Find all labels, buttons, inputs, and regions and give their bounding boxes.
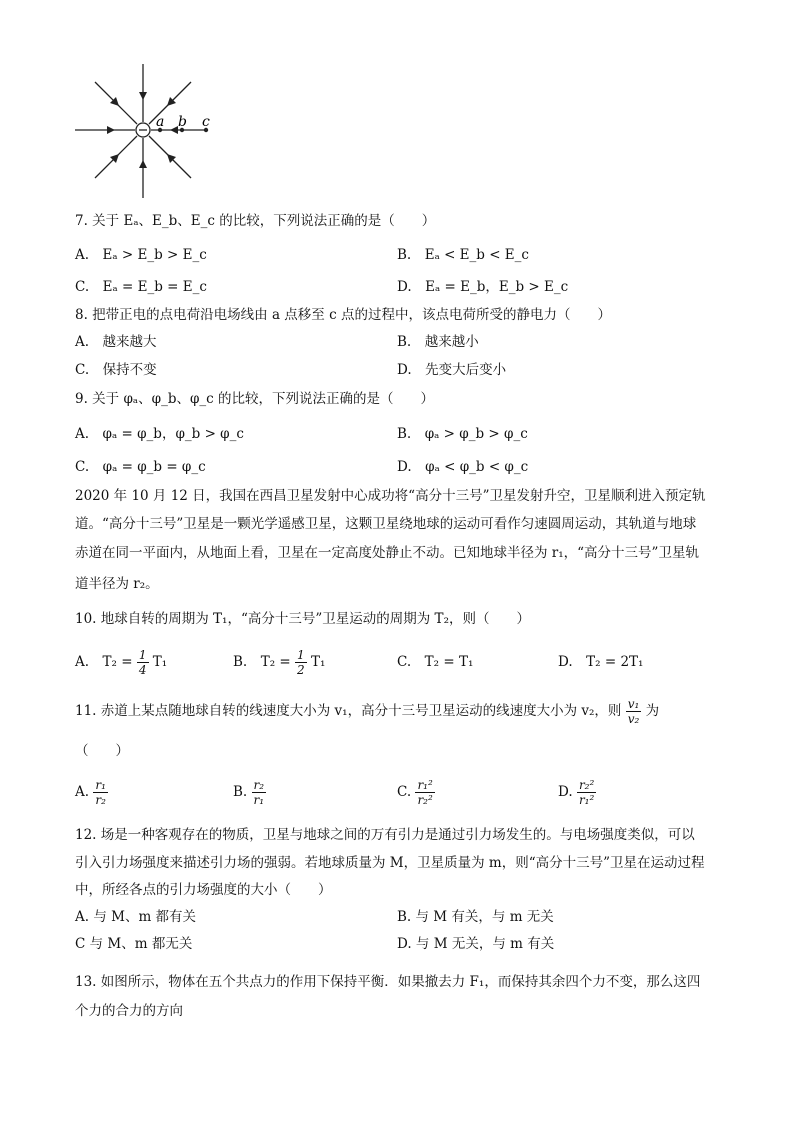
q7-option-a: A. Eₐ > E_b > E_c xyxy=(75,247,207,263)
q7-option-c: C. Eₐ = E_b = E_c xyxy=(75,279,207,295)
q11-stem-post: 为 xyxy=(645,703,660,719)
q10-a-post: T₁ xyxy=(152,654,168,670)
q11-d-num: r₂² xyxy=(578,778,595,792)
arrow-right xyxy=(170,126,178,134)
q11-a-pre: A. xyxy=(75,784,90,800)
q11-a-num: r₁ xyxy=(95,778,106,792)
label-c: c xyxy=(202,114,210,130)
q9-stem: 9. 关于 φₐ、φ_b、φ_c 的比较，下列说法正确的是（ ） xyxy=(75,391,435,407)
q11-stem-den: v₂ xyxy=(627,712,640,726)
q12-line-2: 引入引力场强度来描述引力场的强弱。若地球质量为 M，卫星质量为 m，则“高分十三号”卫星在运动过程 xyxy=(75,855,705,871)
q8-stem: 8. 把带正电的点电荷沿电场线由 a 点移至 c 点的过程中，该点电荷所受的静电力（ ） xyxy=(75,307,611,323)
passage-line-2: 道。“高分十三号”卫星是一颗光学遥感卫星，这颗卫星绕地球的运动可看作匀速圆周运动，其轨道与地球 xyxy=(75,516,697,532)
q12-option-c: C 与 M、m 都无关 xyxy=(75,936,193,952)
q9-option-a: A. φₐ = φ_b，φ_b > φ_c xyxy=(75,426,244,442)
passage-line-4: 道半径为 r₂。 xyxy=(75,576,159,592)
q13-line-1: 13. 如图所示，物体在五个共点力的作用下保持平衡．如果撤去力 F₁，而保持其余四个力不变，那么这四 xyxy=(75,974,701,990)
q11-option-c xyxy=(397,778,435,807)
q11-c-fraction xyxy=(415,778,434,807)
passage-line-1: 2020 年 10 月 12 日，我国在西昌卫星发射中心成功将“高分十三号”卫星发射升空，卫星顺利进入预定轨 xyxy=(75,488,706,504)
q11-d-fraction xyxy=(577,778,596,807)
q12-line-1: 12. 场是一种客观存在的物质，卫星与地球之间的万有引力是通过引力场发生的。与电场强度类似，可以 xyxy=(75,827,695,843)
passage-line-3: 赤道在同一平面内，从地面上看，卫星在一定高度处静止不动。已知地球半径为 r₁，“高分十三号”卫星轨 xyxy=(75,545,699,561)
q10-a-num: 1 xyxy=(138,648,147,662)
q11-b-num: r₂ xyxy=(253,778,265,792)
q7-stem: 7. 关于 Eₐ、E_b、E_c 的比较，下列说法正确的是（ ） xyxy=(75,213,436,229)
q11-b-den: r₁ xyxy=(253,793,265,807)
q13-line-2: 个力的合力的方向 xyxy=(75,1003,183,1019)
q10-option-b xyxy=(233,648,325,677)
q10-b-pre: B. T₂ = xyxy=(233,654,291,670)
q11-a-den: r₂ xyxy=(95,793,106,807)
arrow-top xyxy=(139,92,147,100)
q11-option-b xyxy=(233,778,266,807)
q8-option-c: C. 保持不变 xyxy=(75,362,157,378)
q11-b-fraction xyxy=(252,778,267,807)
q10-a-pre: A. T₂ = xyxy=(75,654,133,670)
label-a: a xyxy=(156,114,165,130)
arrow-left xyxy=(107,126,115,134)
arrow-bottom xyxy=(139,160,147,168)
q10-b-num: 1 xyxy=(297,648,305,662)
q10-a-den: 4 xyxy=(138,663,147,677)
q11-stem-fraction xyxy=(626,697,642,726)
q11-d-den: r₁² xyxy=(578,793,595,807)
q11-a-fraction xyxy=(93,778,108,807)
q11-option-d xyxy=(558,778,596,807)
q12-option-a: A. 与 M、m 都有关 xyxy=(75,909,197,925)
q8-option-a: A. 越来越大 xyxy=(75,334,157,350)
q12-option-b: B. 与 M 有关，与 m 无关 xyxy=(397,909,554,925)
q10-stem: 10. 地球自转的周期为 T₁，“高分十三号”卫星运动的周期为 T₂，则（ ） xyxy=(75,611,530,627)
q12-line-3: 中，所经各点的引力场强度的大小（ ） xyxy=(75,882,332,898)
q8-option-d: D. 先变大后变小 xyxy=(397,362,507,378)
q11-b-pre: B. xyxy=(233,784,248,800)
q11-paren: （ ） xyxy=(75,743,129,759)
q7-option-d: D. Eₐ = E_b，E_b > E_c xyxy=(397,279,569,295)
q11-stem-text: 11. 赤道上某点随地球自转的线速度大小为 v₁，高分十三号卫星运动的线速度大小为 v₂，则 xyxy=(75,703,622,719)
q11-option-a xyxy=(75,778,108,807)
q9-option-b: B. φₐ > φ_b > φ_c xyxy=(397,426,528,442)
q10-a-fraction xyxy=(137,648,149,677)
q10-option-c: C. T₂ = T₁ xyxy=(397,654,474,670)
q8-option-b: B. 越来越小 xyxy=(397,334,479,350)
q9-option-c: C. φₐ = φ_b = φ_c xyxy=(75,459,206,475)
q11-c-num: r₁² xyxy=(417,778,433,792)
q10-b-den: 2 xyxy=(297,663,305,677)
q10-option-d: D. T₂ = 2T₁ xyxy=(558,654,644,670)
q10-option-a xyxy=(75,648,167,677)
q9-option-d: D. φₐ < φ_b < φ_c xyxy=(397,459,529,475)
q10-b-post: T₁ xyxy=(310,654,326,670)
q12-option-d: D. 与 M 无关，与 m 有关 xyxy=(397,936,555,952)
q11-c-pre: C. xyxy=(397,784,412,800)
q11-stem-num: v₁ xyxy=(627,697,640,711)
field-line-diagram xyxy=(70,62,230,202)
label-b: b xyxy=(178,114,187,130)
q7-option-b: B. Eₐ < E_b < E_c xyxy=(397,247,529,263)
q10-b-fraction xyxy=(295,648,307,677)
q11-c-den: r₂² xyxy=(417,793,433,807)
q11-stem xyxy=(75,697,659,726)
q11-d-pre: D. xyxy=(558,784,573,800)
